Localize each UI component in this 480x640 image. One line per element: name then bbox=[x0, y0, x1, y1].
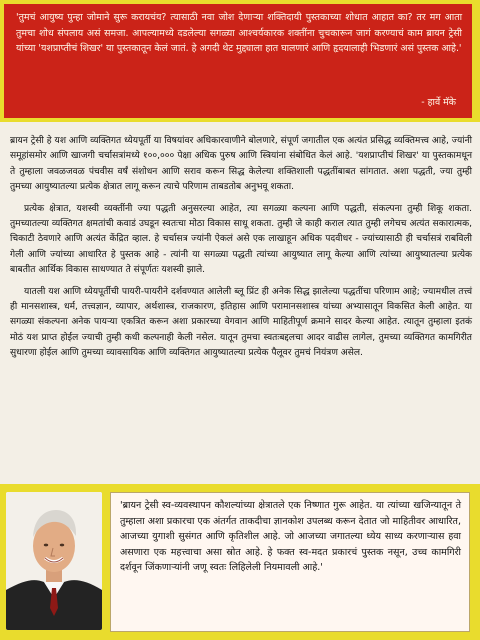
body-paragraph-3: यातली यश आणि ध्येयपूर्तीची पायरी-पायरीने दर्शवण्यात आलेली ब्लू प्रिंट ही अनेक सिद्ध झालेल्या पद्धतींचा परिणाम आहे; ज्यामधील तत्त्वं ही मानसशास्त्र, धर्म, तत्त्वज्ञान, व्यापार, अर्थशास्त्र, राजकारण, इतिहास आणि परामानसशास्त्र यांच्या अभ्यासातून विकसित केली आहेत. या सगळ्या संकल्पना अनेक पायऱ्या एकत्रित करून अशा प्रकारच्या वेगवान आणि माहितीपूर्ण क्रमाने सादर केल्या आहेत. त्यातून तुम्हाला इतकं मोठं यश प्राप्त होईल ज्याची तुम्ही कधी कल्पनाही केली नसेल. यातून तुमचा स्वतःबद्दलचा आदर वाढीस लागेल, तुमच्या व्यक्तिगत कामगिरीत सुधारणा होईल आणि तुमच्या व्यावसायिक आणि व्यक्तिगत आयुष्यातल्या प्रत्येक पैलूवर तुमचं नियंत्रण असेल. bbox=[10, 286, 472, 359]
author-quote-box bbox=[110, 492, 470, 632]
top-quote-text: 'तुमचं आयुष्य पुन्हा जोमाने सुरू करायचंय? त्यासाठी नवा जोश देणाऱ्या शक्तिदायी पुस्तकाच्या शोधात आहात का? तर मग आता तुमचा शोध संपलाय असं समजा. आपल्यामध्ये दडलेल्या सगळ्या आश्चर्यकारक शक्तींना चुचकारून जागं करण्याचं काम ब्रायन ट्रेसी यांच्या 'यशप्राप्तीचं शिखर' या पुस्तकातून केलं जातं. हे अगदी थेट मुद्द्याला हात घालणारं आणि हृदयालाही भिडणारं असं पुस्तक आहे.' bbox=[16, 12, 462, 54]
author-quote-text: 'ब्रायन ट्रेसी स्व-व्यवस्थापन कौशल्यांच्या क्षेत्रातले एक निष्णात गुरू आहेत. या त्यांच्या खजिन्यातून ते तुम्हाला अशा प्रकारचा एक अंतर्गत ताकदीचा ज्ञानकोश उपलब्ध करून देतात जो माहितीवर आधारित, आजच्या युगाशी सुसंगत आणि कृतिशील आहे. जो आजच्या जगातल्या ध्येय साध्य करणाऱ्यास हवा असणारा एक महत्त्वाचा असा स्रोत आहे. हे फक्त स्व-मदत प्रकारचं पुस्तक नसून, उच्च कामगिरी दर्शवून जिंकणाऱ्यांनी जणू स्वतः लिहिलेली नियमावली आहे.' bbox=[120, 500, 461, 574]
author-photo bbox=[6, 492, 102, 630]
top-quote-attribution: - हार्वे मॅके bbox=[421, 96, 456, 108]
top-quote-panel bbox=[4, 4, 472, 118]
author-photo-illustration bbox=[6, 492, 102, 630]
main-body-text bbox=[10, 134, 472, 368]
body-paragraph-2: प्रत्येक क्षेत्रात, यशस्वी व्यक्तींनी ज्या पद्धती अनुसरल्या आहेत, त्या सगळ्या कल्पना आणि पद्धती, संकल्पना तुम्ही शिकू शकता. तुमच्यातल्या व्यक्तिगत क्षमतांची कवाडं उघडून स्वतःचा मोठा विकास साधू शकता. तुम्ही जे काही कराल त्यात तुम्ही लगेचच अत्यंत सकारात्मक, चिकाटी ठेवणारे आणि अत्यंत केंद्रित व्हाल. हे चर्चासत्र ज्यांनी ऐकलं असे एक लाखाहून अधिक पदवीधर - ज्यांच्यासाठी ही चर्चासत्रं राबविली गेली आणि ज्यांच्या आधारित हे पुस्तक आहे - त्यांनी या सगळ्या पद्धती त्यांच्या आयुष्यात लागू केल्या आणि त्यांच्या आयुष्यातल्या प्रत्येक बाबतीत आर्थिक विकास साधण्यात ते संपूर्णतः यशस्वी झाले. bbox=[10, 203, 472, 276]
body-paragraph-1: ब्रायन ट्रेसी हे यश आणि व्यक्तिगत ध्येयपूर्ती या विषयांवर अधिकारवाणीने बोलणारे, संपूर्ण जगातील एक अत्यंत प्रसिद्ध व्यक्तिमत्त्व आहे, ज्यांनी समूहांसमोर आणि खाजगी चर्चासत्रांमध्ये १००,००० पेक्षा अधिक पुरुष आणि स्त्रियांना संबोधित केलं आहे. 'यशप्राप्तीचं शिखर' या पुस्तकामधून ते तुम्हाला जवळजवळ पंचवीस वर्षं संशोधन आणि सराव करून सिद्ध केलेल्या शक्तिशाली पद्धतींबाबत सांगतात. अशा पद्धती, ज्या तुम्ही तुमच्या आयुष्यातल्या प्रत्येक क्षेत्रात लागू करून त्याचे परिणाम ताबडतोब अनुभवू शकता. bbox=[10, 136, 472, 193]
